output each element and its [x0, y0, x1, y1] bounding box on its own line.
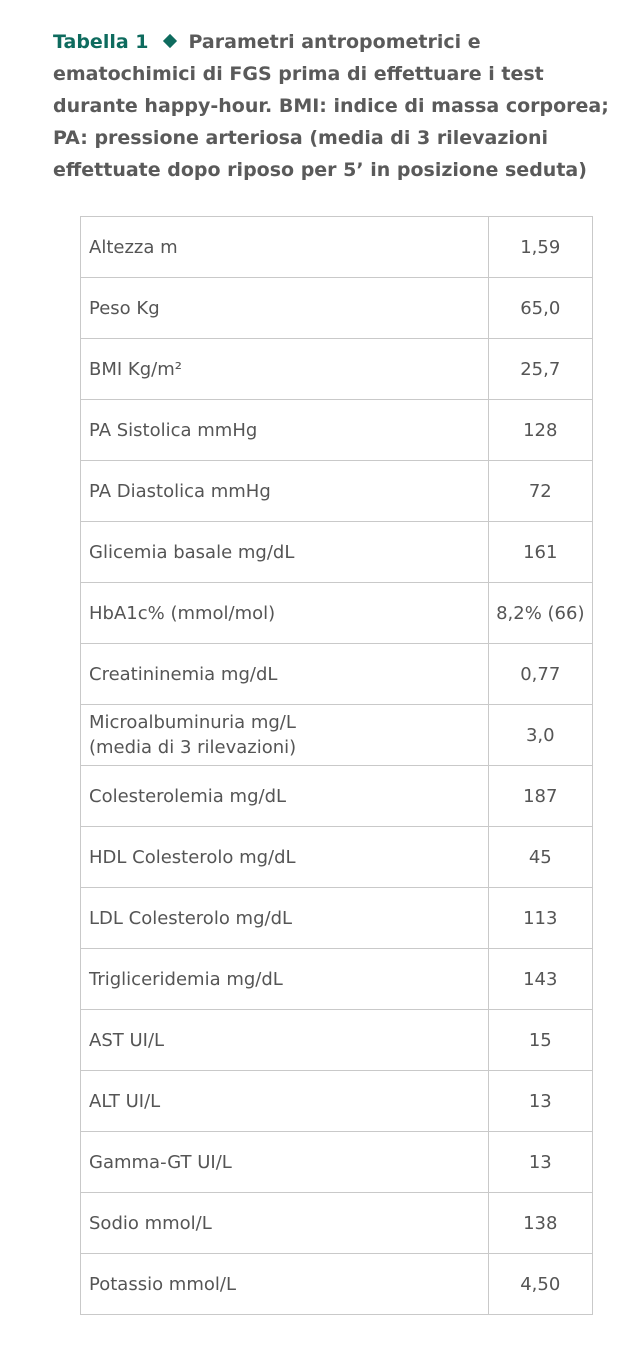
parameter-name: AST UI/L — [89, 1029, 165, 1051]
table-row — [81, 583, 593, 644]
parameter-name: ALT UI/L — [89, 1090, 161, 1112]
parameter-name-cell — [81, 827, 489, 888]
parameter-value: 3,0 — [488, 705, 592, 766]
table-row — [81, 949, 593, 1010]
parameter-value: 1,59 — [488, 217, 592, 278]
parameter-name: HbA1c% (mmol/mol) — [89, 602, 276, 624]
parameter-name-note: (media di 3 rilevazioni) — [89, 737, 297, 758]
parameter-name-cell — [81, 1254, 489, 1315]
diamond-icon — [162, 34, 176, 48]
parameter-name: Microalbuminuria mg/L — [89, 712, 296, 733]
table-row — [81, 888, 593, 949]
parameter-name: PA Sistolica mmHg — [89, 419, 258, 441]
parameter-value: 65,0 — [488, 278, 592, 339]
parameter-name: Colesterolemia mg/dL — [89, 785, 287, 807]
table-row — [81, 461, 593, 522]
table-row — [81, 522, 593, 583]
caption-text: Parametri antropometrici e ematochimici di FGS prima di effettuare i test durante happy-hour. BMI: indice di massa corporea; PA: pressione arteriosa (media di 3 rilevazioni effettuate dopo riposo per 5’ in posizione seduta) — [53, 31, 609, 181]
parameter-name: Gamma-GT UI/L — [89, 1151, 232, 1173]
parameter-name: HDL Colesterolo mg/dL — [89, 846, 296, 868]
parameter-value: 161 — [488, 522, 592, 583]
parameter-value: 15 — [488, 1010, 592, 1071]
table-row — [81, 1193, 593, 1254]
parameter-value: 13 — [488, 1132, 592, 1193]
table-row — [81, 1132, 593, 1193]
parameter-name-cell — [81, 1193, 489, 1254]
table-row — [81, 217, 593, 278]
parameter-name-cell — [81, 217, 489, 278]
parameter-name: Potassio mmol/L — [89, 1273, 236, 1295]
parameter-name-cell — [81, 522, 489, 583]
parameter-name: Trigliceridemia mg/dL — [89, 968, 283, 990]
table-row — [81, 278, 593, 339]
parameter-name-cell — [81, 1071, 489, 1132]
parameter-name-cell — [81, 339, 489, 400]
parameter-value: 13 — [488, 1071, 592, 1132]
parameter-name: Altezza m — [89, 236, 178, 258]
parameter-name-cell — [81, 705, 489, 766]
parameters-table — [80, 216, 593, 1315]
parameter-name: Creatininemia mg/dL — [89, 663, 278, 685]
table-row — [81, 1254, 593, 1315]
parameter-value: 4,50 — [488, 1254, 592, 1315]
table-row — [81, 644, 593, 705]
parameter-name: Peso Kg — [89, 297, 160, 319]
table-row — [81, 339, 593, 400]
parameter-name-cell — [81, 766, 489, 827]
parameter-name: LDL Colesterolo mg/dL — [89, 907, 293, 929]
parameter-value: 113 — [488, 888, 592, 949]
parameter-name-cell — [81, 1010, 489, 1071]
parameter-name: BMI Kg/m² — [89, 358, 182, 380]
table-row — [81, 766, 593, 827]
parameter-value: 25,7 — [488, 339, 592, 400]
parameter-name-cell — [81, 644, 489, 705]
parameter-name-cell — [81, 949, 489, 1010]
table-row — [81, 400, 593, 461]
parameter-name-cell — [81, 1132, 489, 1193]
parameter-name-cell — [81, 278, 489, 339]
parameter-name: PA Diastolica mmHg — [89, 480, 271, 502]
parameter-value: 143 — [488, 949, 592, 1010]
table-row — [81, 1010, 593, 1071]
table-caption — [53, 26, 618, 186]
parameter-value: 138 — [488, 1193, 592, 1254]
parameter-value: 128 — [488, 400, 592, 461]
parameter-value: 0,77 — [488, 644, 592, 705]
table-row — [81, 827, 593, 888]
table-label: Tabella 1 — [53, 31, 149, 53]
parameter-name-cell — [81, 461, 489, 522]
parameter-name-cell — [81, 400, 489, 461]
parameter-value: 8,2% (66) — [488, 583, 592, 644]
parameter-name: Glicemia basale mg/dL — [89, 541, 295, 563]
parameter-name: Sodio mmol/L — [89, 1212, 212, 1234]
table-row — [81, 705, 593, 766]
parameter-value: 187 — [488, 766, 592, 827]
parameter-value: 45 — [488, 827, 592, 888]
table-row — [81, 1071, 593, 1132]
parameter-value: 72 — [488, 461, 592, 522]
parameter-name-cell — [81, 888, 489, 949]
parameter-name-cell — [81, 583, 489, 644]
